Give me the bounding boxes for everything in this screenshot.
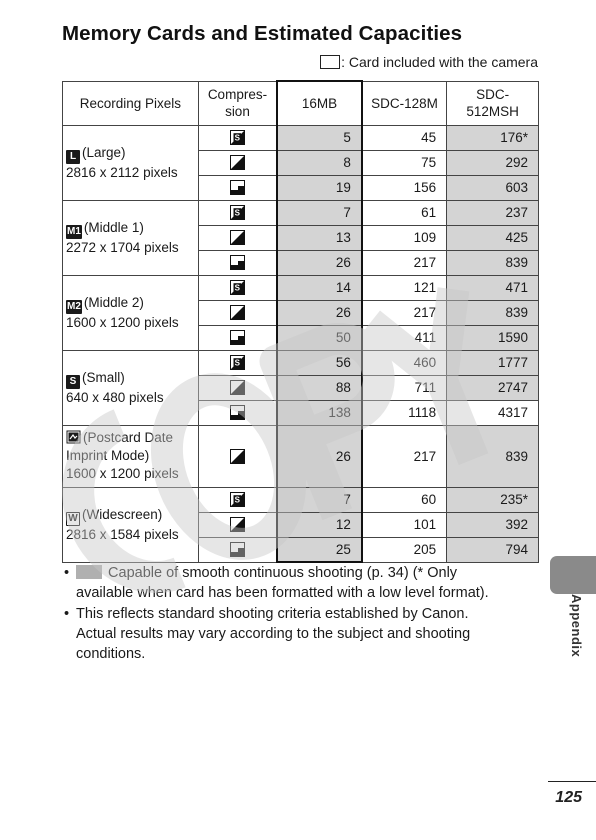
compression-cell (198, 425, 277, 487)
fine-icon (230, 449, 245, 464)
header-sdc-512msh: SDC- 512MSH (447, 81, 539, 125)
compression-cell (198, 325, 277, 350)
capacity-sdc-128m: 205 (362, 537, 447, 562)
capacity-sdc-128m: 121 (362, 275, 447, 300)
capacity-16mb: 5 (277, 125, 362, 150)
fine-icon (230, 380, 245, 395)
normal-icon (230, 255, 245, 270)
capacity-16mb: 56 (277, 350, 362, 375)
size-label: (Middle 2) (83, 294, 144, 310)
compression-cell (198, 350, 277, 375)
note-continuous-shooting (62, 563, 540, 603)
legend (320, 54, 538, 70)
m1-size-icon: M1 (67, 225, 81, 237)
pixel-dimensions: 1600 x 1200 pixels (66, 314, 179, 330)
fine-icon (230, 305, 245, 320)
table-body (63, 125, 539, 562)
svg-text:S: S (234, 283, 240, 293)
capacity-sdc-512msh: 839 (447, 300, 539, 325)
superfine-icon (230, 130, 245, 145)
table-row (63, 425, 539, 487)
capacity-16mb: 13 (277, 225, 362, 250)
normal-icon (230, 180, 245, 195)
gray-shading-swatch (76, 565, 102, 579)
fine-icon (230, 517, 245, 532)
m2-size-icon: M2 (67, 300, 81, 312)
svg-text:S: S (234, 358, 240, 368)
capacity-sdc-512msh: 392 (447, 512, 539, 537)
header-16mb: 16MB (277, 81, 362, 125)
size-label: (Small) (82, 369, 125, 385)
compression-cell (198, 225, 277, 250)
compression-cell (198, 400, 277, 425)
compression-cell (198, 300, 277, 325)
capacity-sdc-128m: 101 (362, 512, 447, 537)
recording-pixels-cell (63, 125, 199, 200)
capacity-16mb: 50 (277, 325, 362, 350)
s-size-icon: S (66, 375, 80, 389)
capacity-sdc-512msh: 2747 (447, 375, 539, 400)
normal-icon (230, 405, 245, 420)
capacity-sdc-512msh: 292 (447, 150, 539, 175)
w-size-icon: W (66, 512, 80, 526)
capacity-sdc-512msh: 603 (447, 175, 539, 200)
capacity-sdc-512msh: 235* (447, 487, 539, 512)
recording-pixels-cell (63, 200, 199, 275)
capacity-16mb: 12 (277, 512, 362, 537)
legend-text: : Card included with the camera (341, 54, 538, 70)
compression-cell (198, 537, 277, 562)
capacity-16mb: 7 (277, 200, 362, 225)
capacity-16mb: 88 (277, 375, 362, 400)
capacity-sdc-512msh: 176* (447, 125, 539, 150)
capacity-sdc-512msh: 237 (447, 200, 539, 225)
compression-cell (198, 175, 277, 200)
fine-icon (230, 230, 245, 245)
pixel-dimensions: 2272 x 1704 pixels (66, 239, 179, 255)
capacity-sdc-512msh: 471 (447, 275, 539, 300)
capacity-sdc-128m: 156 (362, 175, 447, 200)
note1-line2: available when card has been formatted with a low level format). (76, 585, 489, 601)
l-size-icon: L (66, 150, 80, 164)
pixel-dimensions: 1600 x 1200 pixels (66, 466, 179, 481)
table-row (63, 487, 539, 512)
size-label: (Large) (82, 144, 126, 160)
compression-cell (198, 200, 277, 225)
compression-cell (198, 150, 277, 175)
header-sdc-128m: SDC-128M (362, 81, 447, 125)
note2-line3: conditions. (76, 646, 146, 662)
svg-text:S: S (234, 208, 240, 218)
included-card-marker (320, 55, 340, 69)
pixel-dimensions: 2816 x 1584 pixels (66, 526, 179, 542)
size-label-2: Imprint Mode) (66, 448, 150, 463)
capacity-16mb: 138 (277, 400, 362, 425)
fine-icon (230, 155, 245, 170)
notes (62, 563, 540, 665)
capacity-sdc-128m: 109 (362, 225, 447, 250)
recording-pixels-cell (63, 487, 199, 562)
bullet: • (64, 565, 70, 581)
capacity-sdc-512msh: 1590 (447, 325, 539, 350)
capacity-16mb: 19 (277, 175, 362, 200)
capacity-sdc-128m: 60 (362, 487, 447, 512)
capacity-sdc-128m: 75 (362, 150, 447, 175)
size-label: (Postcard Date (83, 430, 174, 445)
capacity-sdc-128m: 217 (362, 250, 447, 275)
note-standard-criteria (62, 604, 540, 664)
superfine-icon (230, 492, 245, 507)
page-rule (548, 781, 596, 782)
superfine-icon (230, 280, 245, 295)
recording-pixels-cell (63, 275, 199, 350)
appendix-label: Appendix (569, 594, 584, 658)
normal-icon (230, 330, 245, 345)
appendix-tab (550, 556, 596, 594)
superfine-icon (230, 205, 245, 220)
normal-icon (230, 542, 245, 557)
capacity-sdc-128m: 411 (362, 325, 447, 350)
page-number: 125 (555, 789, 582, 806)
capacity-sdc-128m: 460 (362, 350, 447, 375)
capacity-sdc-128m: 217 (362, 425, 447, 487)
compression-cell (198, 375, 277, 400)
capacity-16mb: 14 (277, 275, 362, 300)
page-title: Memory Cards and Estimated Capacities (62, 22, 463, 45)
pixel-dimensions: 640 x 480 pixels (66, 389, 164, 405)
note2-line1: This reflects standard shooting criteria established by Canon. (76, 606, 469, 622)
capacity-sdc-512msh: 1777 (447, 350, 539, 375)
capacity-sdc-128m: 711 (362, 375, 447, 400)
postcard-icon (66, 430, 81, 444)
compression-cell (198, 512, 277, 537)
note1-line1: Capable of smooth continuous shooting (p. 34) (* Only (108, 565, 458, 581)
compression-cell (198, 487, 277, 512)
size-label: (Middle 1) (83, 219, 144, 235)
svg-text:S: S (234, 133, 240, 143)
bullet: • (64, 606, 70, 622)
header-compression: Compres- sion (198, 81, 277, 125)
capacity-sdc-128m: 1118 (362, 400, 447, 425)
table-row (63, 200, 539, 225)
svg-text:S: S (234, 495, 240, 505)
compression-cell (198, 125, 277, 150)
table-row (63, 125, 539, 150)
capacity-sdc-512msh: 794 (447, 537, 539, 562)
compression-cell (198, 250, 277, 275)
table-row (63, 350, 539, 375)
recording-pixels-cell (63, 350, 199, 425)
capacity-16mb: 26 (277, 425, 362, 487)
capacity-16mb: 26 (277, 300, 362, 325)
note2-line2: Actual results may vary according to the subject and shooting (76, 626, 471, 642)
superfine-icon (230, 355, 245, 370)
capacity-sdc-128m: 61 (362, 200, 447, 225)
capacity-table (62, 80, 539, 563)
compression-cell (198, 275, 277, 300)
capacity-16mb: 26 (277, 250, 362, 275)
table-row (63, 275, 539, 300)
recording-pixels-cell (63, 425, 199, 487)
capacity-sdc-128m: 45 (362, 125, 447, 150)
capacity-sdc-512msh: 4317 (447, 400, 539, 425)
header-recording-pixels: Recording Pixels (63, 81, 199, 125)
capacity-sdc-128m: 217 (362, 300, 447, 325)
pixel-dimensions: 2816 x 2112 pixels (66, 164, 178, 180)
capacity-sdc-512msh: 425 (447, 225, 539, 250)
capacity-sdc-512msh: 839 (447, 250, 539, 275)
size-label: (Widescreen) (82, 506, 163, 522)
capacity-sdc-512msh: 839 (447, 425, 539, 487)
table-header-row (63, 81, 539, 125)
capacity-16mb: 8 (277, 150, 362, 175)
capacity-16mb: 25 (277, 537, 362, 562)
capacity-16mb: 7 (277, 487, 362, 512)
